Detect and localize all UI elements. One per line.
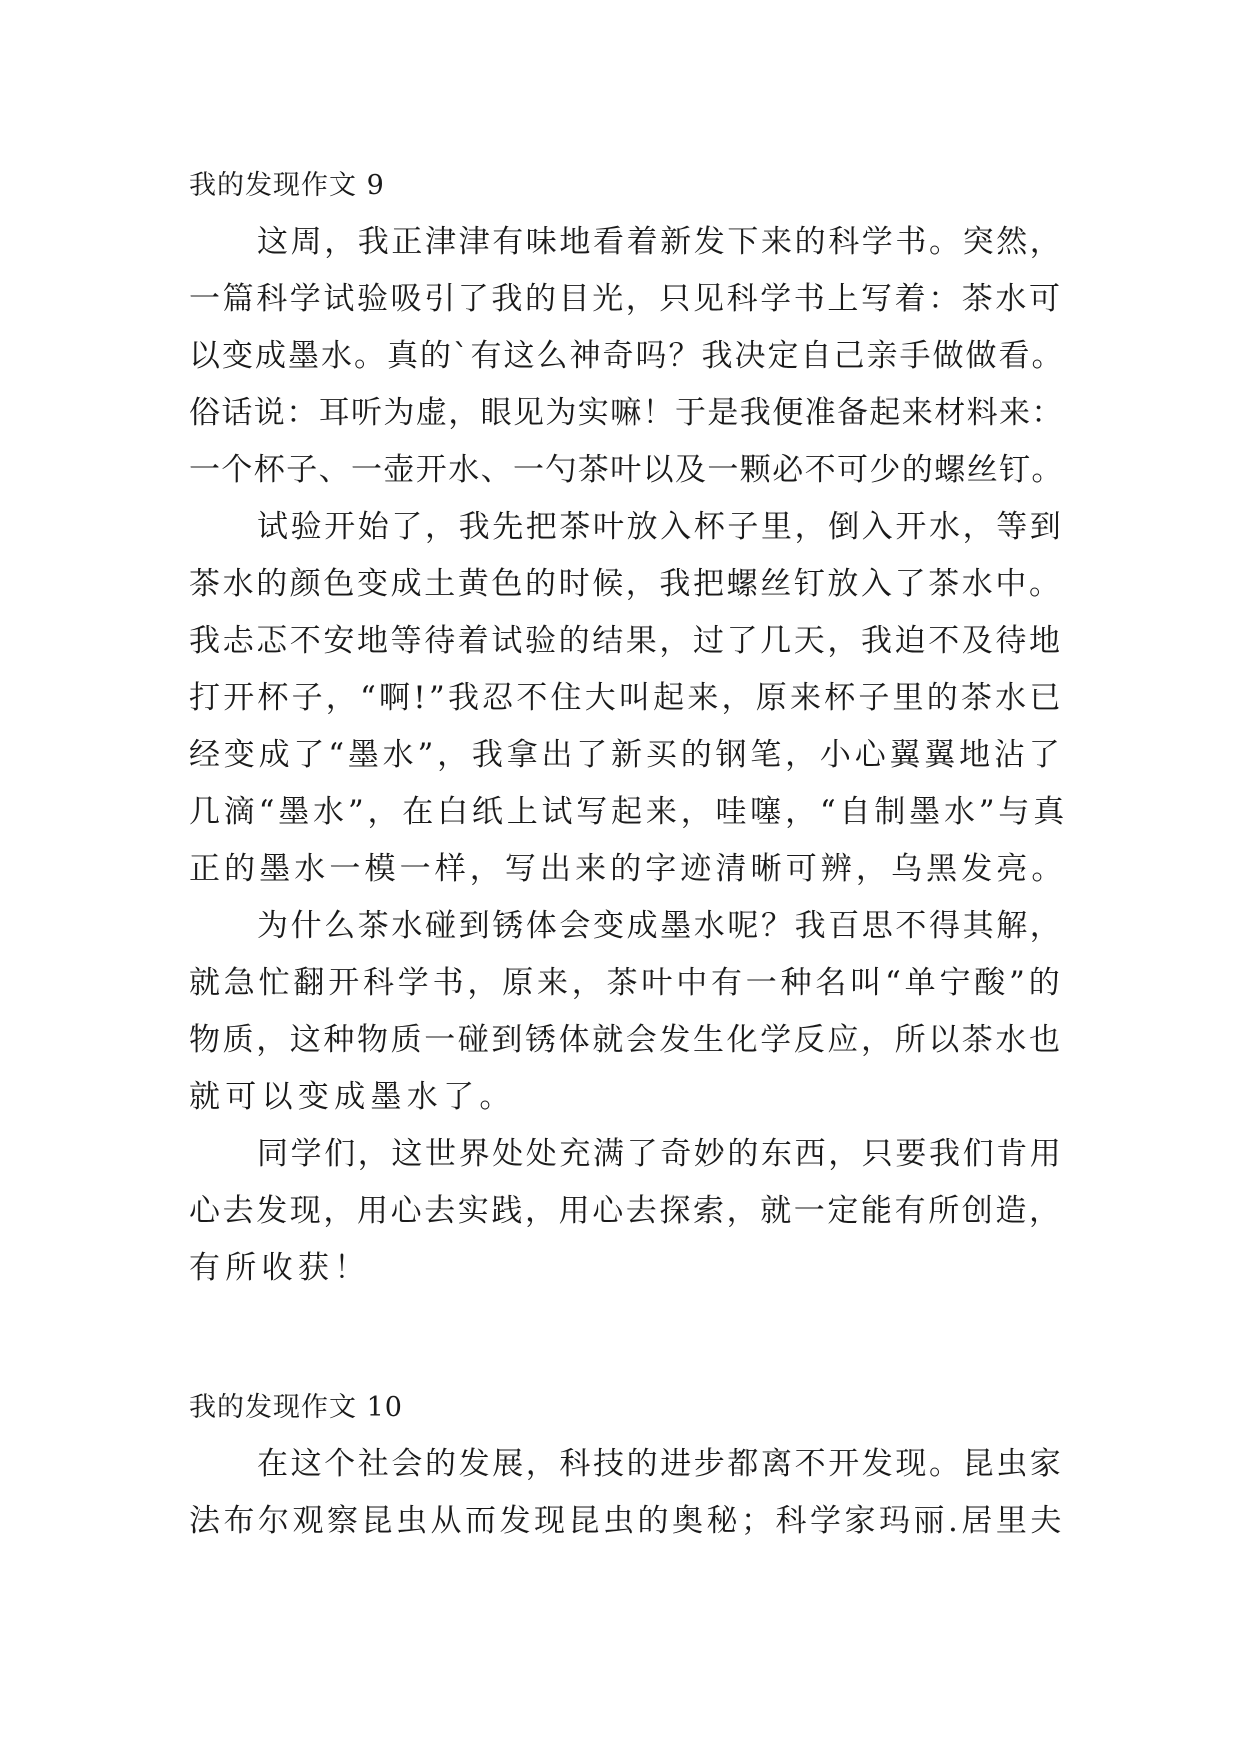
text-line: 正的墨水一模一样，写出来的字迹清晰可辨，乌黑发亮。	[189, 851, 1067, 887]
text-line: 几滴“墨水”，在白纸上试写起来，哇噻，“自制墨水”与真	[189, 794, 1068, 830]
text-line: 有所收获！	[189, 1250, 371, 1286]
text-line: 同学们，这世界处处充满了奇妙的东西，只要我们肯用	[257, 1136, 1064, 1172]
text-line: 为什么茶水碰到锈体会变成墨水呢？我百思不得其解，	[257, 908, 1064, 944]
text-line: 以变成墨水。真的`有这么神奇吗？我决定自己亲手做做看。	[189, 338, 1065, 374]
text-line: 在这个社会的发展，科技的进步都离不开发现。昆虫家	[257, 1446, 1064, 1482]
text-line: 心去发现，用心去实践，用心去探索，就一定能有所创造，	[189, 1193, 1063, 1229]
text-line: 经变成了“墨水”，我拿出了新买的钢笔，小心翼翼地沾了	[189, 737, 1064, 773]
text-line: 俗话说：耳听为虚，眼见为实嘛！于是我便准备起来材料来：	[189, 395, 1064, 431]
essay-title: 我的发现作文 9	[189, 170, 385, 201]
text-line: 茶水的颜色变成土黄色的时候，我把螺丝钉放入了茶水中。	[189, 566, 1063, 602]
paragraph-4	[189, 1126, 1069, 1297]
essay-10	[189, 1380, 1069, 1550]
text-line: 就可以变成墨水了。	[189, 1079, 516, 1115]
text-line: 就急忙翻开科学书，原来，茶叶中有一种名叫“单宁酸”的	[189, 965, 1064, 1001]
essay-9	[189, 158, 1069, 1297]
text-line: 试验开始了，我先把茶叶放入杯子里，倒入开水，等到	[257, 509, 1064, 545]
text-line: 我忐忑不安地等待着试验的结果，过了几天，我迫不及待地	[189, 623, 1063, 659]
paragraph-2	[189, 499, 1069, 898]
text-line: 一篇科学试验吸引了我的目光，只见科学书上写着：茶水可	[189, 281, 1063, 317]
text-line: 这周，我正津津有味地看着新发下来的科学书。突然，	[257, 224, 1064, 260]
paragraph-1	[189, 1436, 1069, 1550]
essay-title: 我的发现作文 10	[189, 1392, 403, 1423]
text-line: 法布尔观察昆虫从而发现昆虫的奥秘；科学家玛丽.居里夫	[189, 1503, 1065, 1539]
text-line: 物质，这种物质一碰到锈体就会发生化学反应，所以茶水也	[189, 1022, 1063, 1058]
text-line: 打开杯子，“啊!”我忍不住大叫起来，原来杯子里的茶水已	[189, 680, 1064, 716]
text-line: 一个杯子、一壶开水、一勺茶叶以及一颗必不可少的螺丝钉。	[189, 452, 1064, 488]
paragraph-3	[189, 898, 1069, 1126]
paragraph-1	[189, 214, 1069, 499]
